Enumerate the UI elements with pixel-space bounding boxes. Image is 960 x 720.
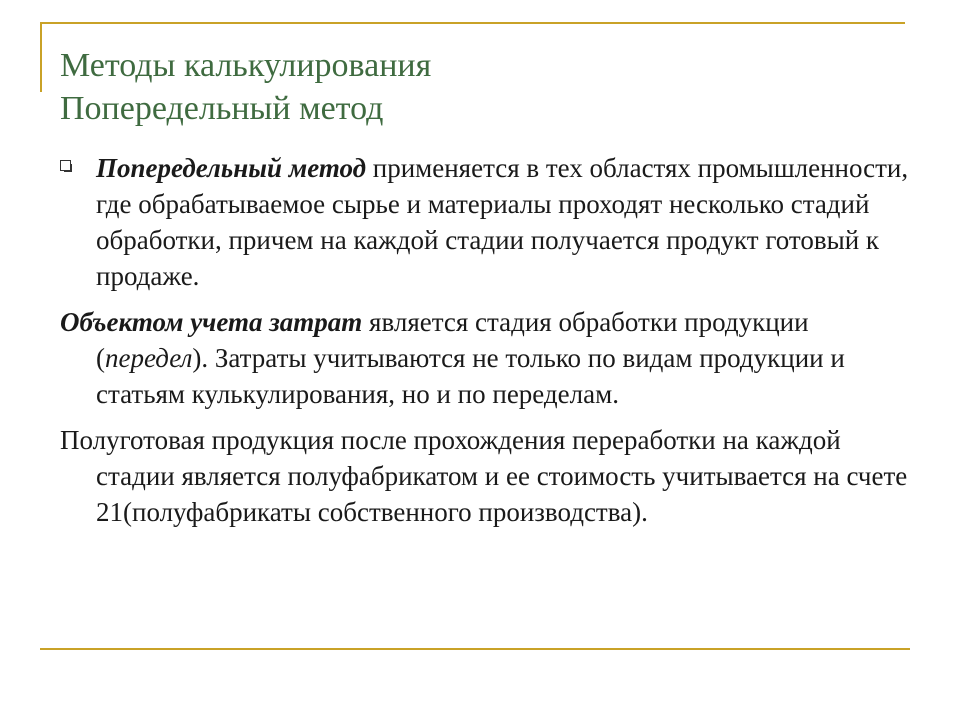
paragraph-3-text: Полуготовая продукция после прохождения переработки на каждой стадии является полуфабрикатом и ее стоимость учитывается на счете 21(полуфабрикаты собственного производства). [60,425,908,527]
paragraph-1 [60,150,910,294]
paragraph-2-text-after: ). Затраты учитываются не только по видам продукции и статьям кулькулирования, но и по переделам. [96,343,845,409]
term-peredel: передел [105,343,193,373]
paragraph-3 [60,422,910,530]
checkbox-bullet-icon [60,160,71,171]
slide-body [60,150,910,540]
paragraph-1-text: применяется в тех областях промышленности, где обрабатываемое сырье и материалы проходят несколько стадий обработки, причем на каждой стадии получается продукт готовый к продаже. [96,153,909,291]
title-line-1: Методы калькулирования [60,47,432,84]
top-border-line [40,22,905,24]
title-line-2: Попередельный метод [60,90,384,127]
paragraph-2 [60,304,910,412]
paragraph-2-text-before: является стадия обработки продукции ( [96,307,809,373]
left-border-line [40,22,42,92]
term-cost-object: Объектом учета затрат [60,307,363,337]
term-method: Попередельный метод [96,153,367,183]
slide-title [60,44,431,130]
bottom-border-line [40,648,910,650]
